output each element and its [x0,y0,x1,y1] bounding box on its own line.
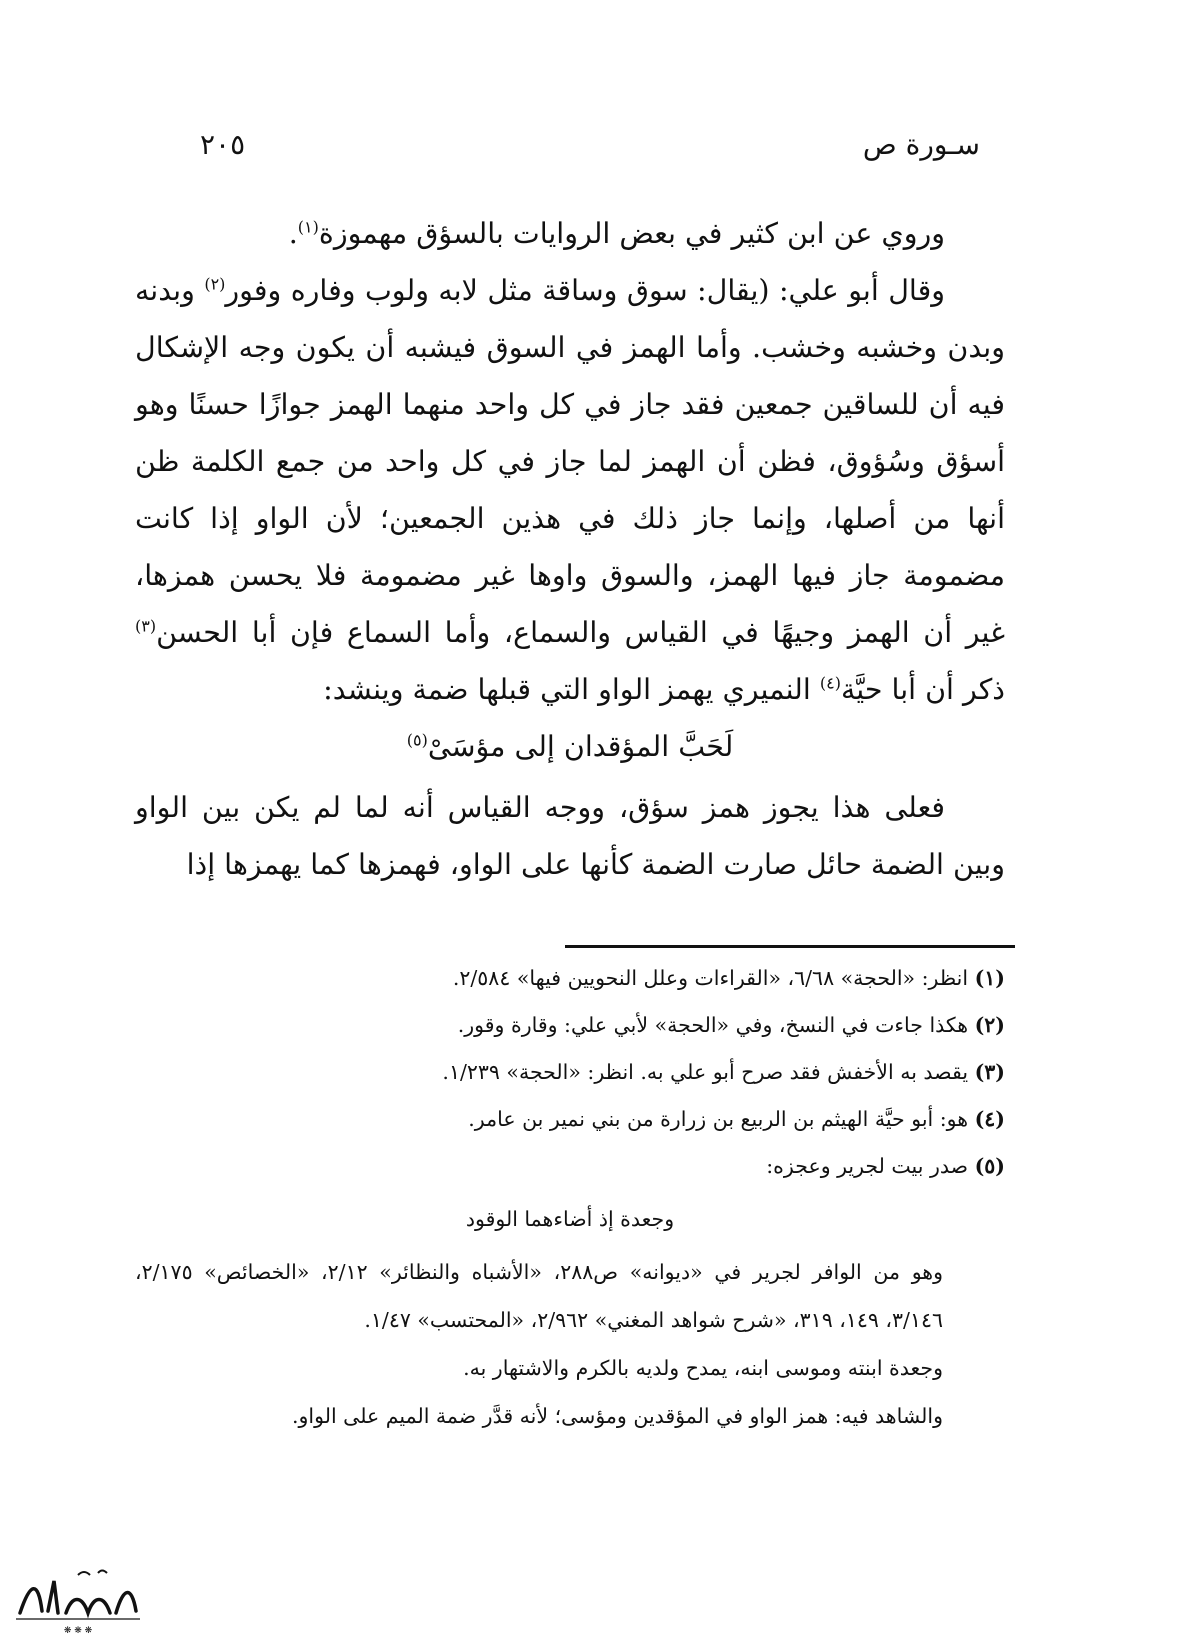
paragraph-2: وقال أبو علي: (يقال: سوق وساقة مثل لابه ولوب وفاره وفور$^{(٢)}$ وبدنه وبدن وخشبه وخشب. وأما الهمز في السوق فيشبه أن يكون وجه الإشكال فيه أن للساقين جمعين فقد جاز في كل واحد منهما الهمز جوازًا حسنًا وهو أسؤق وسُؤوق، فظن أن الهمز لما جاز في كل واحد من جمع الكلمة ظن أنها من أصلها، وإنما جاز ذلك في هذين الجمعين؛ لأن الواو إذا كانت مضمومة جاز فيها الهمز، والسوق واوها غير مضمومة فلا يحسن همزها، غير أن الهمز وجيهًا في القياس والسماع، وأما السماع فإن أبا الحسن$^{(٣)}$ ذكر أن أبا حيَّة$^{(٤)}$ النميري يهمز الواو التي قبلها ضمة وينشد: [135,274,1005,706]
footnote-5-explanation: وجعدة ابنته وموسى ابنه، يمدح ولديه بالكرم والاشتهار به. [463,1356,943,1380]
footnote-5: (٥) صدر بيت لجرير وعجزه: [766,1154,1005,1178]
poetry-verse: لَحَبَّ المؤقدان إلى مؤسَىْ$^{(٥)}$ [406,730,734,763]
main-text [135,205,1005,893]
footnote-5-sources: وهو من الوافر لجرير في «ديوانه» ص٢٨٨، «الأشباه والنظائر» ٢/١٢، «الخصائص» ٢/١٧٥، ٣/١٤٦، ١٤٩، ٣١٩، «شرح شواهد المغني» ٢/٩٦٢، «المحتسب» ١/٤٧. [135,1260,943,1332]
footnote-3: (٣) يقصد به الأخفش فقد صرح أبو علي به. انظر: «الحجة» ١/٢٣٩. [442,1060,1005,1084]
paragraph-3: فعلى هذا يجوز همز سؤق، ووجه القياس أنه لما لم يكن بين الواو وبين الضمة حائل صارت الضمة كأنها على الواو، فهمزها كما يهمزها إذا [135,791,1005,881]
svg-text:❋ ❋ ❋: ❋ ❋ ❋ [63,1626,93,1636]
footnote-5-verse: وجعدة إذ أضاءهما الوقود [465,1207,675,1231]
footnote-divider [565,945,1015,948]
surah-title: سـورة ص [862,128,980,161]
footnote-ref-3: (٣) [135,616,157,636]
page-number: ٢٠٥ [200,128,246,161]
footnote-ref-4: (٤) [819,673,841,693]
paragraph-1: وروي عن ابن كثير في بعض الروايات بالسؤق مهموزة$^{(١)}$. [288,217,945,250]
footnote-ref-2: (٢) [204,274,226,294]
footnote-5-evidence: والشاهد فيه: همز الواو في المؤقدين ومؤسى؛ لأنه قدَّر ضمة الميم على الواو. [292,1404,943,1428]
footnote-1: (١) انظر: «الحجة» ٦/٦٨، «القراءات وعلل النحويين فيها» ٢/٥٨٤. [452,966,1005,990]
footnote-4: (٤) هو: أبو حيَّة الهيثم بن الربيع بن زرارة من بني نمير بن عامر. [468,1107,1005,1131]
footnote-ref-1: (١) [297,217,319,237]
calligraphy-logo-icon [8,1565,148,1640]
footnote-2: (٢) هكذا جاءت في النسخ، وفي «الحجة» لأبي علي: وقارة وقور. [457,1013,1005,1037]
footnotes [135,955,1005,1440]
footnote-ref-5: (٥) [406,730,428,750]
